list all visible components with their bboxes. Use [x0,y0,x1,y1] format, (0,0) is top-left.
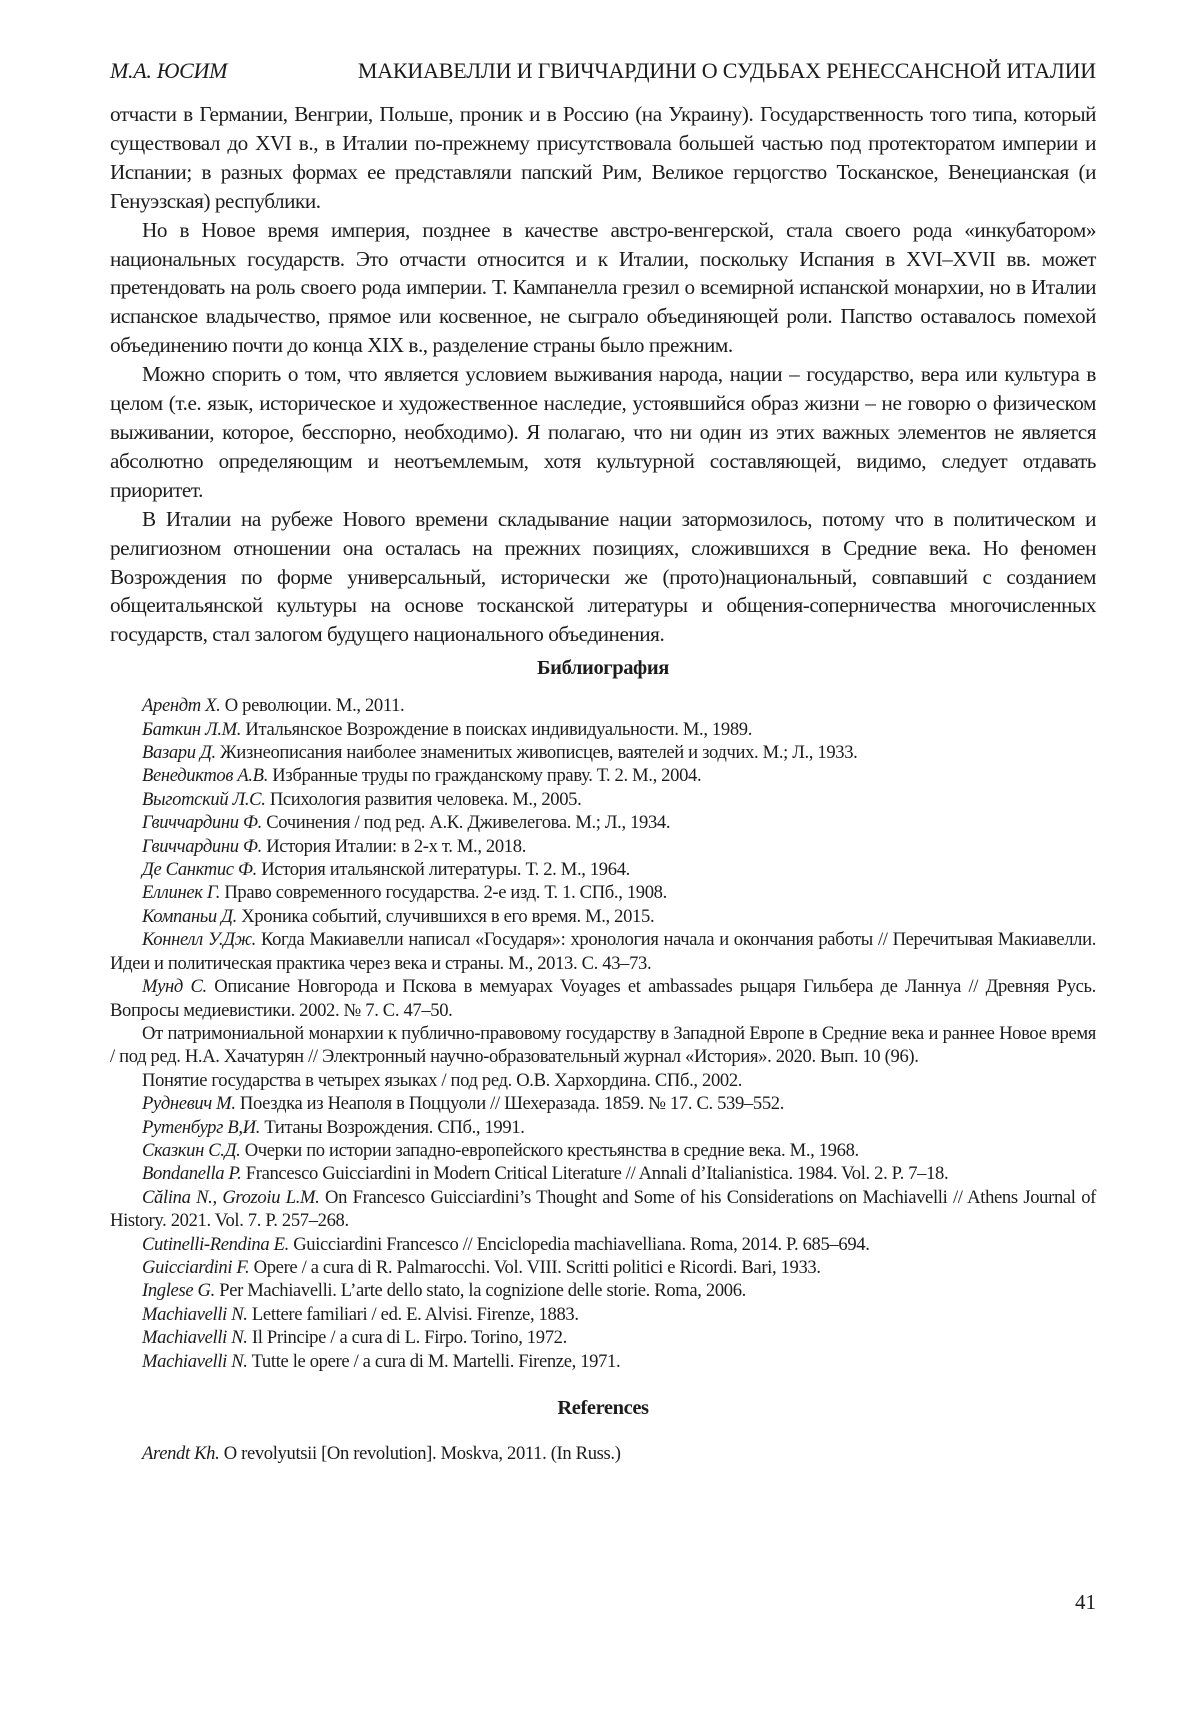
references-heading: References [557,1397,649,1419]
entry-text: Когда Макиавелли написал «Государя»: хронология начала и окончания работы // Перечитывая Макиавелли. Идеи и политическая практика через века и страны. М., 2013. С. 43–73. [110,929,1097,974]
entry-text: Очерки по истории западно-европейского крестьянства в средние века. М., 1968. [240,1139,859,1161]
body-paragraph: отчасти в Германии, Венгрии, Польше, проник и в Россию (на Украину). Государственность того типа, который существовал до XVI в., в Италии по-прежнему присутствовала большей частью под протекторатом империи и Испании; в разных формах ее представляли папский Рим, Великое герцогство Тосканское, Венецианская (и Генуэзская) республики. [110,102,1096,213]
bibliography-entry [110,811,1096,834]
entry-author: Bondanella P. [142,1163,242,1185]
bibliography-entry [110,858,1096,881]
bibliography-entry [110,1139,1096,1162]
page-number: 41 [1075,1590,1096,1614]
entry-author: Еллинек Г. [142,882,221,904]
entry-author: Компаньи Д. [142,905,237,927]
entry-author: Баткин Л.М. [142,718,242,740]
entry-author: Мунд С. [142,976,207,998]
entry-author: Arendt Kh. [142,1443,220,1464]
bibliography-heading: Библиография [537,657,669,680]
bibliography-entry [110,905,1096,928]
bibliography-entry [110,835,1096,858]
bibliography-entry [110,1092,1096,1115]
entry-text: Право современного государства. 2-е изд. Т. 1. СПб., 1908. [220,882,667,904]
entry-text: История Италии: в 2-х т. М., 2018. [261,835,527,857]
entry-text: On Francesco Guicciardini’s Thought and Some of his Considerations on Machiavelli // Athens Journal of History. 2021. Vol. 7. P. 257–268. [110,1186,1096,1232]
bibliography-entry [110,718,1096,741]
entry-author: Inglese G. [142,1280,215,1302]
entry-author: Machiavelli N. [142,1327,248,1349]
entry-author: Machiavelli N. [142,1350,248,1372]
entry-text: O revolyutsii [On revolution]. Moskva, 2011. (In Russ.) [219,1443,621,1464]
entry-author: Коннелл У.Дж. [142,929,256,951]
bibliography-entry [110,741,1096,764]
entry-text: Поездка из Неаполя в Поццуоли // Шехеразада. 1859. № 17. С. 539–552. [235,1093,785,1115]
reference-entry [110,1442,1096,1465]
entry-text: Opere / a cura di R. Palmarocchi. Vol. VIII. Scritti politici e Ricordi. Bari, 1933. [249,1256,821,1278]
entry-text: О революции. М., 2011. [220,695,405,717]
entry-text: Титаны Возрождения. СПб., 1991. [260,1116,525,1138]
bibliography-entry [110,1256,1096,1279]
bibliography-entry [110,1022,1096,1069]
entry-text: Описание Новгорода и Пскова в мемуарах Voyages et ambassades рыцаря Гильбера де Ланнуа // Древняя Русь. Вопросы медиевистики. 2002. № 7. С. 47–50. [110,976,1096,1021]
entry-author: Арендт Х. [142,695,221,717]
running-head [110,58,1096,98]
bibliography-entry [110,881,1096,904]
entry-text: Избранные труды по гражданскому праву. Т. 2. М., 2004. [268,765,702,787]
entry-author: Вазари Д. [142,742,216,764]
entry-author: Cutinelli-Rendina E. [142,1233,289,1255]
bibliography-entry [110,1350,1096,1373]
entry-author: Венедиктов А.В. [142,765,268,787]
bibliography-entry [110,1233,1096,1256]
entry-text: Il Principe / a cura di L. Firpo. Torino, 1972. [247,1327,567,1349]
running-head-author: М.А. ЮСИМ [110,58,228,83]
bibliography-entry [110,764,1096,787]
entry-text: История итальянской литературы. Т. 2. М., 1964. [256,859,630,881]
bibliography-entry [110,694,1096,717]
bibliography-entry [110,1279,1096,1302]
body-paragraph: В Италии на рубеже Нового времени складывание нации затормозилось, потому что в политическом и религиозном отношении она осталась на прежних позициях, сложившихся в Средние века. Но феномен Возрождения по форме универсальный, исторически же (прото)национальный, совпавший с созданием общеитальянской культуры на основе тосканской литературы и общения-соперничества многочисленных государств, стал залогом будущего национального объединения. [110,506,1096,647]
entry-text: Психология развития человека. М., 2005. [265,788,582,810]
entry-author: Machiavelli N. [142,1303,248,1325]
bibliography-entry [110,1303,1096,1326]
entry-author: Călina N., Grozoiu L.M. [142,1186,320,1208]
entry-text: Понятие государства в четырех языках / под ред. О.В. Хархордина. СПб., 2002. [142,1069,743,1091]
entry-text: От патримониальной монархии к публично-правовому государству в Западной Европе в Средние века и раннее Новое время / под ред. Н.А. Хачатурян // Электронный научно-образовательный журнал «История». 2020. Вып. 10 (96). [110,1022,1096,1068]
bibliography-entry [110,1326,1096,1349]
entry-text: Tutte le opere / a cura di M. Martelli. Firenze, 1971. [247,1350,621,1372]
entry-text: Guicciardini Francesco // Enciclopedia machiavelliana. Roma, 2014. P. 685–694. [288,1233,870,1255]
bibliography-list [110,694,1096,1373]
bibliography-entry [110,1069,1096,1092]
running-head-title: МАКИАВЕЛЛИ И ГВИЧЧАРДИНИ О СУДЬБАХ РЕНЕССАНСНОЙ ИТАЛИИ [357,58,1096,83]
entry-text: Per Machiavelli. L’arte dello stato, la cognizione delle storie. Roma, 2006. [214,1280,746,1302]
bibliography-entry [110,1116,1096,1139]
entry-author: Рутенбург В,И. [142,1116,261,1138]
entry-author: Рудневич М. [142,1093,236,1115]
entry-author: Guicciardini F. [142,1256,250,1278]
bibliography-entry [110,1162,1096,1185]
entry-author: Де Санктис Ф. [142,859,257,881]
entry-text: Хроника событий, случившихся в его время. М., 2015. [236,905,655,927]
bibliography-entry [110,928,1096,975]
entry-author: Сказкин С.Д. [142,1139,241,1161]
bibliography-entry [110,975,1096,1022]
bibliography-entry [110,788,1096,811]
entry-text: Жизнеописания наиболее знаменитых живописцев, ваятелей и зодчих. М.; Л., 1933. [215,742,858,764]
entry-text: Итальянское Возрождение в поисках индивидуальности. М., 1989. [241,718,753,740]
entry-author: Гвиччардини Ф. [142,812,262,834]
entry-text: Francesco Guicciardini in Modern Critical Literature // Annali d’Italianistica. 1984. Vol. 2. P. 7–18. [241,1163,949,1185]
body-paragraph: Но в Новое время империя, позднее в качестве австро-венгерской, стала своего рода «инкубатором» национальных государств. Это отчасти относится и к Италии, поскольку Испания в XVI–XVII вв. может претендовать на роль своего рода империи. Т. Кампанелла грезил о всемирной испанской монархии, но в Италии испанское владычество, прямое или косвенное, не сыграло объединяющей роли. Папство оставалось помехой объединению почти до конца XIX в., разделение страны было прежним. [110,217,1096,358]
entry-text: Сочинения / под ред. А.К. Дживелегова. М.; Л., 1934. [261,812,671,834]
article-body [110,100,1096,649]
references-list [110,1442,1096,1465]
entry-text: Lettere familiari / ed. E. Alvisi. Firenze, 1883. [247,1303,579,1325]
bibliography-entry [110,1186,1096,1233]
page [110,58,1096,1465]
entry-author: Выготский Л.С. [142,788,266,810]
body-paragraph: Можно спорить о том, что является условием выживания народа, нации – государство, вера или культура в целом (т.е. язык, историческое и художественное наследие, устоявшийся образ жизни – не говорю о физическом выживании, которое, бесспорно, необходимо). Я полагаю, что ни один из этих важных элементов не является абсолютно определяющим и неотъемлемым, хотя культурной составляющей, видимо, следует отдавать приоритет. [110,362,1096,502]
entry-author: Гвиччардини Ф. [142,835,262,857]
